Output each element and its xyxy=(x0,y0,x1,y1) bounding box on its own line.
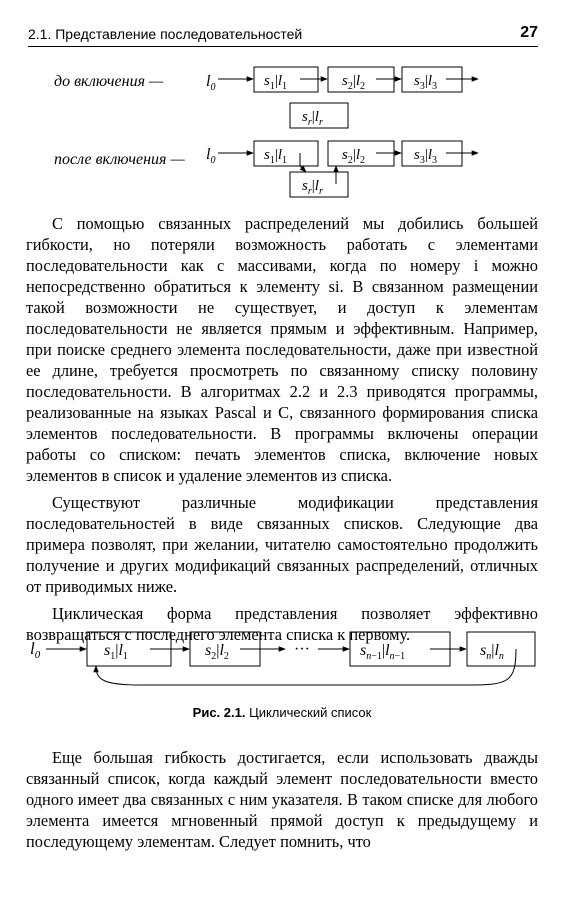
cyclic-ellipsis: ··· xyxy=(294,641,310,658)
paragraph-3: Циклическая форма представления позволяет эффективно возвращаться с последнего элемента списка к первому. xyxy=(26,604,538,644)
svg-text:s3|l3: $s_3|l_3$ xyxy=(414,73,438,92)
page-number: 27 xyxy=(520,24,538,41)
svg-text:s1|l1: $s_1|l_1$ xyxy=(264,73,288,92)
svg-text:sr|lr: $s_r|l_r$ xyxy=(302,178,323,197)
svg-text:s2|l2: $s_2|l_2$ xyxy=(342,147,366,166)
svg-text:sn−1|ln−1: $s_n-1|l_n-1$ xyxy=(360,642,406,662)
body-text-bottom xyxy=(26,747,538,858)
paragraph-2: Существуют различные модификации представления последовательностей в виде связанных списков. Следующие два примера позволят, при желании, читателю самостоятельно продолжить получение и других модификаций связанных распределений, отличных от приводимых ниже. xyxy=(26,493,538,596)
paragraph-4: Еще большая гибкость достигается, если использовать дважды связанный список, когда каждый элемент последовательности вместо одного имеет два связанных с ним указателя. В таком списке для любого элемента имеется мгновенный прямой доступ к предыдущему и последующему элементам. Следует помнить, что xyxy=(26,748,538,851)
figure-label: Рис. 2.1. xyxy=(192,705,246,720)
svg-text:sn|ln: $s_n|l_n$ xyxy=(480,642,504,662)
figure-caption-text: Циклический список xyxy=(249,705,372,720)
head-pointer-before: $l_0$ xyxy=(206,73,216,93)
cyclic-list-diagram xyxy=(0,622,564,702)
head-pointer-after: $l_0$ xyxy=(206,146,216,166)
running-header xyxy=(28,24,538,47)
svg-text:sr|lr: $s_r|l_r$ xyxy=(302,109,323,128)
cyclic-head-pointer: $l_0$ xyxy=(30,639,41,661)
before-row xyxy=(206,67,478,128)
figure-caption xyxy=(0,705,564,720)
section-title: 2.1. Представление последовательностей xyxy=(28,26,303,42)
svg-text:s1|l1: $s_1|l_1$ xyxy=(264,147,288,166)
label-after: после включения — xyxy=(54,151,185,168)
body-text xyxy=(26,213,538,651)
label-before: до включения — xyxy=(54,73,164,90)
svg-text:s1|l1: $s_1|l_1$ xyxy=(104,642,128,662)
svg-text:s2|l2: $s_2|l_2$ xyxy=(342,73,366,92)
paragraph-1: С помощью связанных распределений мы добились большей гибкости, но потеряли возможность работать с элементами последовательности как с массивами, когда по номеру i можно непосредственно обратиться к элементу si. В связанном размещении такой возможности не существует, и доступ к элементам последовательности не является прямым и эффективным. Например, при поиске среднего элемента последовательности, даже при известной ее длине, требуется просмотреть по связанному списку половину последовательности. В алгоритмах 2.2 и 2.3 приводятся программы, реализованные на языках Pascal и C, связанного формирования списка элементов последовательности. В программы включены операции работы со списком: печать элементов списка, включение новых элементов в список и удаление элементов из списка. xyxy=(26,214,538,485)
after-row xyxy=(206,141,478,197)
svg-text:s2|l2: $s_2|l_2$ xyxy=(205,642,229,662)
svg-text:s3|l3: $s_3|l_3$ xyxy=(414,147,438,166)
